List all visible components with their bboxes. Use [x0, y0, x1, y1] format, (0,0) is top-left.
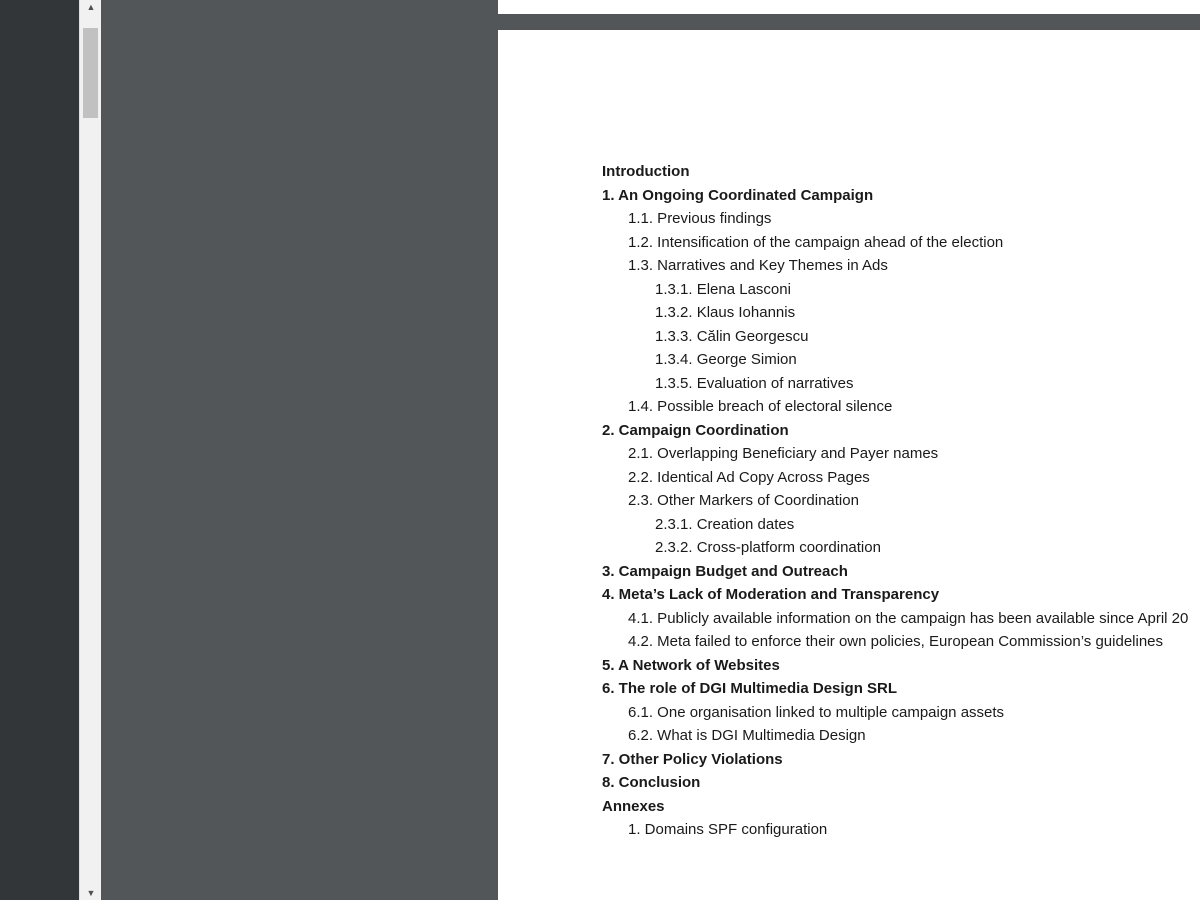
toc-entry[interactable]: 6.1. One organisation linked to multiple campaign assets	[628, 703, 1005, 721]
toc-entry[interactable]: Annexes	[602, 797, 665, 815]
toc-entry[interactable]: Introduction	[602, 163, 690, 180]
toc-entry[interactable]: 2.1. Overlapping Beneficiary and Payer names	[628, 445, 939, 462]
toc-entry[interactable]: 2.3. Other Markers of Coordination	[628, 492, 859, 509]
toc-entry[interactable]: 2.3.2. Cross-platform coordination	[655, 539, 881, 556]
document-viewer[interactable]	[101, 0, 1200, 900]
toc-entry[interactable]: 2.3.1. Creation dates	[655, 515, 795, 533]
toc-entry[interactable]: 1.3. Narratives and Key Themes in Ads	[628, 257, 888, 274]
toc-entry[interactable]: 6.2. What is DGI Multimedia Design	[628, 727, 866, 744]
toc-entry[interactable]: 1.3.5. Evaluation of narratives	[655, 374, 854, 392]
toc-entry[interactable]: 7. Other Policy Violations	[602, 750, 783, 768]
left-sidebar	[0, 0, 79, 900]
table-of-contents	[602, 160, 1200, 842]
toc-entry[interactable]: 1.1. Previous findings	[628, 210, 772, 227]
vertical-scrollbar[interactable]	[79, 0, 101, 900]
toc-entry[interactable]: 6. The role of DGI Multimedia Design SRL	[602, 680, 898, 697]
toc-entry[interactable]: 4.2. Meta failed to enforce their own policies, European Commission’s guidelines	[628, 633, 1164, 650]
toc-entry[interactable]: 2.2. Identical Ad Copy Across Pages	[628, 468, 870, 486]
scrollbar-thumb[interactable]	[83, 28, 98, 118]
toc-entry[interactable]: 1.3.4. George Simion	[655, 351, 797, 368]
toc-entry[interactable]: 1.2. Intensification of the campaign ahead of the election	[628, 233, 1004, 251]
toc-entry[interactable]: 1. Domains SPF configuration	[628, 821, 828, 838]
toc-entry[interactable]: 4. Meta’s Lack of Moderation and Transparency	[602, 586, 940, 603]
toc-entry[interactable]: 1.3.1. Elena Lasconi	[655, 280, 791, 298]
toc-entry[interactable]: 1.4. Possible breach of electoral silence	[628, 398, 893, 415]
toc-entry[interactable]: 1. An Ongoing Coordinated Campaign	[602, 186, 874, 204]
toc-entry[interactable]: 8. Conclusion	[602, 774, 701, 791]
scroll-up-icon[interactable]: ▲	[86, 2, 96, 12]
toc-entry[interactable]: 2. Campaign Coordination	[602, 421, 789, 439]
toc-entry[interactable]: 1.3.2. Klaus Iohannis	[655, 304, 796, 321]
previous-page	[498, 0, 1200, 14]
toc-entry[interactable]: 5. A Network of Websites	[602, 656, 780, 674]
document-page	[498, 30, 1200, 900]
toc-entry[interactable]: 3. Campaign Budget and Outreach	[602, 562, 848, 580]
toc-entry[interactable]: 1.3.3. Călin Georgescu	[655, 327, 809, 345]
scroll-down-icon[interactable]: ▼	[86, 888, 96, 898]
toc-entry[interactable]: 4.1. Publicly available information on the campaign has been available since April 20	[628, 609, 1189, 627]
